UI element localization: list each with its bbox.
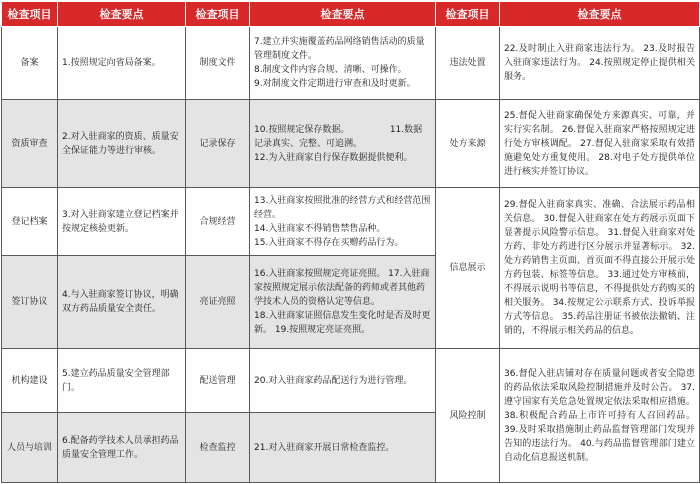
item-cell: 签订协议 bbox=[2, 256, 58, 349]
points-cell: 13.入驻商家按照批准的经营方式和经营范围经营。 14.入驻商家不得销售禁售品种。 15.入驻商家不得存在买赠药品行为。 bbox=[250, 188, 436, 256]
points-cell: 36.督促入驻店铺对存在质量问题或者安全隐患的药品依法采取风险控制措施并及时公告。 37.遵守国家有关危急处置规定依法采取相应措施。 38.积极配合药品上市许可持有人召回药品。 39.及时采取措施制止药品监督管理部门发现并告知的违法行为。 40.与药品监督管理部门建立自动化信息报送机制。 bbox=[500, 349, 700, 483]
points-cell: 10.按照规定保存数据。 11.数据记录真实、完整、可追溯。 12.为入驻商家自行保存数据提供便利。 bbox=[250, 100, 436, 188]
header-check-item-1: 检查项目 bbox=[2, 2, 58, 27]
item-cell: 信息展示 bbox=[436, 188, 500, 349]
item-cell: 记录保存 bbox=[186, 100, 250, 188]
points-cell: 2.对入驻商家的资质、质量安全保证能力等进行审核。 bbox=[58, 100, 186, 188]
points-cell: 25.督促入驻商家确保处方来源真实、可靠，并实行实名制。 26.督促入驻商家严格按照规定进行处方审核调配。 27.督促入驻商家采取有效措施避免处方重复使用。 28.对电子处方提供单位进行核实并签订协议。 bbox=[500, 100, 700, 188]
header-check-points-3: 检查要点 bbox=[500, 2, 700, 27]
table-row bbox=[2, 349, 700, 413]
header-check-points-2: 检查要点 bbox=[250, 2, 436, 27]
header-check-points-1: 检查要点 bbox=[58, 2, 186, 27]
item-cell: 登记档案 bbox=[2, 188, 58, 256]
item-cell: 制度文件 bbox=[186, 27, 250, 100]
points-cell: 1.按照规定向省局备案。 bbox=[58, 27, 186, 100]
points-cell: 16.入驻商家按照规定亮证亮照。 17.入驻商家按照规定展示依法配备的药师或者其他药学技术人员的资格认定等信息。 18.入驻商家证照信息发生变化时是否及时更新。 19.按照规定亮证亮照。 bbox=[250, 256, 436, 349]
item-cell: 资质审查 bbox=[2, 100, 58, 188]
points-cell: 3.对入驻商家建立登记档案并按规定核验更新。 bbox=[58, 188, 186, 256]
item-cell: 风险控制 bbox=[436, 349, 500, 483]
item-cell: 配送管理 bbox=[186, 349, 250, 413]
header-row bbox=[2, 2, 700, 27]
item-cell: 人员与培训 bbox=[2, 413, 58, 483]
inspection-checklist-table bbox=[1, 1, 700, 483]
item-cell: 机构建设 bbox=[2, 349, 58, 413]
points-cell: 29.督促入驻商家真实、准确、合法展示药品相关信息。 30.督促入驻商家在处方药展示页面下显著提示风险警示信息。 31.督促入驻商家对处方药、非处方药进行区分展示并显著标示。 32.处方药销售主页面、首页面不得直接公开展示处方药包装、标签等信息。 33.通过处方审核前，不得展示说明书等信息，不得提供处方药购买的相关服务。 34.按规定公示联系方式、投诉举报方式等信息。 35.药品注册证书被依法撤销、注销的，不得展示相关药品的信息。 bbox=[500, 188, 700, 349]
points-cell: 21.对入驻商家开展日常检查监控。 bbox=[250, 413, 436, 483]
header-check-item-2: 检查项目 bbox=[186, 2, 250, 27]
points-cell: 7.建立并实施覆盖药品网络销售活动的质量管理制度文件。 8.制度文件内容合规、清晰、可操作。 9.对制度文件定期进行审查和及时更新。 bbox=[250, 27, 436, 100]
points-cell: 4.与入驻商家签订协议，明确双方药品质量安全责任。 bbox=[58, 256, 186, 349]
item-cell: 备案 bbox=[2, 27, 58, 100]
table-row bbox=[2, 100, 700, 188]
table-row bbox=[2, 188, 700, 256]
item-cell: 合规经营 bbox=[186, 188, 250, 256]
item-cell: 违法处置 bbox=[436, 27, 500, 100]
item-cell: 亮证亮照 bbox=[186, 256, 250, 349]
points-cell: 6.配备药学技术人员承担药品质量安全管理工作。 bbox=[58, 413, 186, 483]
points-cell: 5.建立药品质量安全管理部门。 bbox=[58, 349, 186, 413]
points-cell: 22.及时制止入驻商家违法行为。 23.及时报告入驻商家违法行为。 24.按照规定停止提供相关服务。 bbox=[500, 27, 700, 100]
item-cell: 检查监控 bbox=[186, 413, 250, 483]
points-cell: 20.对入驻商家药品配送行为进行管理。 bbox=[250, 349, 436, 413]
header-check-item-3: 检查项目 bbox=[436, 2, 500, 27]
item-cell: 处方来源 bbox=[436, 100, 500, 188]
table-row bbox=[2, 27, 700, 100]
